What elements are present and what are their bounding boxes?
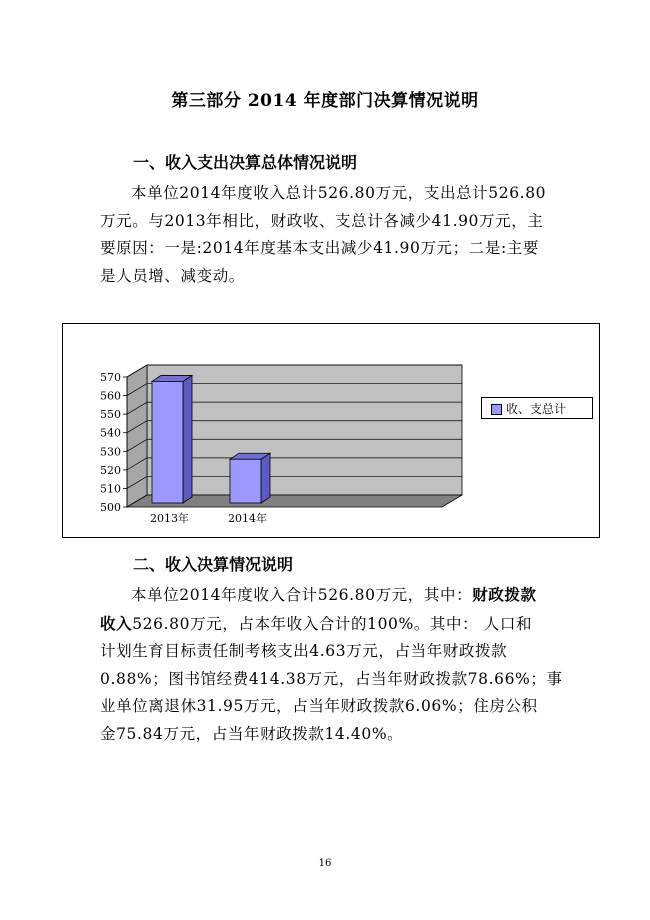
section2-heading: 二、收入决算情况说明	[133, 555, 294, 574]
bar-side	[261, 453, 270, 503]
bar	[230, 459, 261, 503]
y-tick-label: 550	[100, 408, 121, 422]
paragraph-line	[100, 581, 555, 610]
y-tick-label: 510	[100, 482, 121, 496]
page-title: 第三部分 2014 年度部门决算情况说明	[171, 91, 479, 111]
page-number: 16	[318, 858, 332, 869]
paragraph-line	[100, 610, 555, 639]
bold-term: 收入	[100, 613, 133, 633]
bar	[152, 381, 183, 503]
paragraph-line: 本单位2014年度收入总计526.80万元，支出总计526.80	[131, 184, 547, 202]
y-tick-label: 540	[100, 426, 121, 440]
paragraph-line: 要原因：一是:2014年度基本支出减少41.90万元；二是:主要	[100, 239, 539, 257]
y-tick-label: 520	[100, 463, 121, 477]
paragraph-line: 业单位离退休31.95万元，占当年财政拨款6.06%；住房公积	[100, 697, 538, 715]
paragraph-line: 万元。与2013年相比，财政收、支总计各减少41.90万元，主	[100, 211, 544, 230]
chart-back-wall	[147, 365, 462, 495]
legend-label: 收、支总计	[506, 402, 567, 416]
section1-heading: 一、收入支出决算总体情况说明	[133, 153, 358, 172]
paragraph-line: 金75.84万元，占当年财政拨款14.40%。	[100, 724, 404, 743]
paragraph-line: 计划生育目标责任制考核支出4.63万元，占当年财政拨款	[100, 642, 508, 660]
bar-side	[183, 375, 192, 503]
legend-swatch	[491, 404, 502, 415]
paragraph-text: 本单位2014年度收入合计526.80万元，其中：	[131, 586, 473, 604]
section2-paragraph	[100, 581, 563, 748]
y-tick-label: 560	[100, 389, 121, 403]
x-tick-label: 2014年	[228, 512, 267, 525]
paragraph-line: 0.88%；图书馆经费414.38万元，占当年财政拨款78.66%；事	[100, 669, 563, 688]
y-tick-label: 570	[100, 371, 121, 384]
paragraph-text: 526.80万元，占本年收入合计的100%。其中： 人口和	[132, 614, 533, 633]
chart-legend	[481, 397, 593, 419]
bold-term: 财政拨款	[472, 585, 537, 604]
y-tick-label: 500	[100, 501, 121, 514]
x-tick-label: 2013年	[150, 512, 189, 525]
y-tick-label: 530	[100, 445, 121, 459]
paragraph-line: 是人员增、减变动。	[100, 266, 245, 285]
chart-side-wall	[127, 365, 147, 507]
